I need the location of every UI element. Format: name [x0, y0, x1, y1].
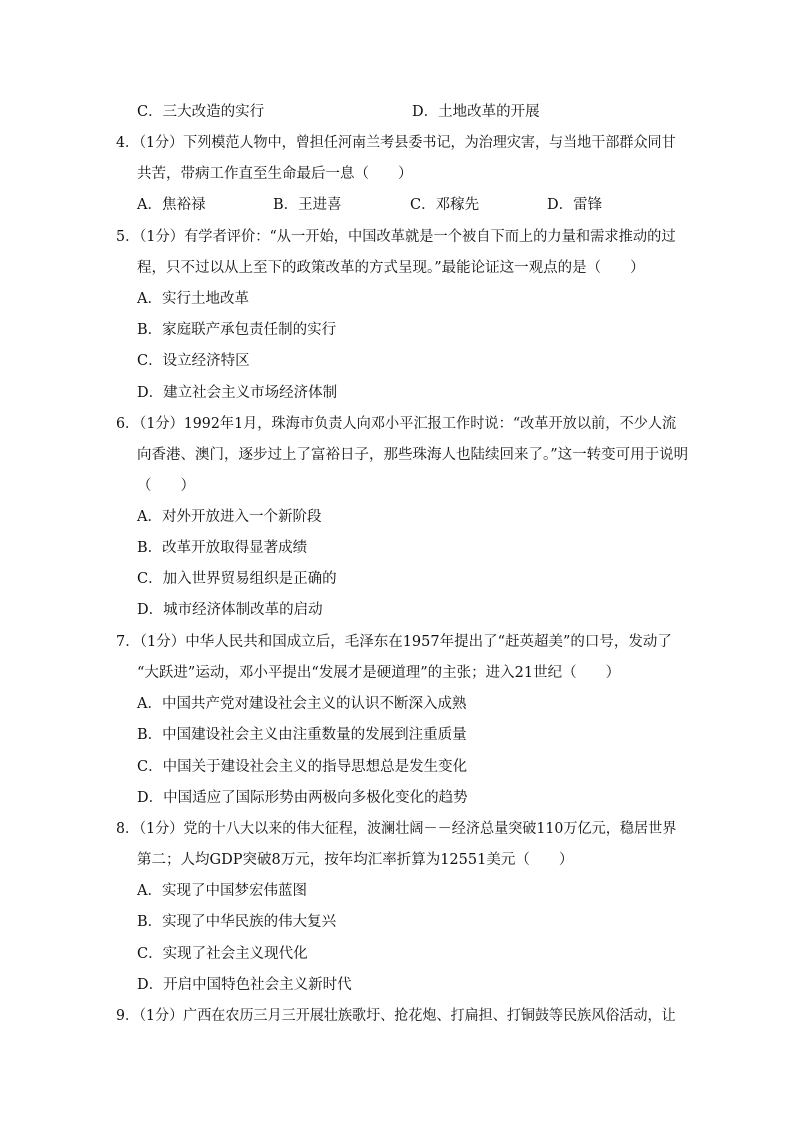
q7-option-b[interactable]: B．中国建设社会主义由注重数量的发展到注重质量 — [137, 727, 467, 743]
q7-option-c[interactable]: C．中国关于建设社会主义的指导思想总是发生变化 — [137, 759, 468, 775]
q7-option-a[interactable]: A．中国共产党对建设社会主义的认识不断深入成熟 — [137, 696, 467, 712]
q4-options-row — [0, 195, 794, 215]
q5-option-b[interactable]: B．家庭联产承包责任制的实行 — [137, 322, 337, 338]
q7-option-d[interactable]: D．中国适应了国际形势由两极向多极化变化的趋势 — [137, 790, 468, 806]
q8-option-c[interactable]: C．实现了社会主义现代化 — [137, 946, 308, 962]
q3-options-row — [0, 102, 794, 122]
q4-option-a[interactable]: A．焦裕禄 — [137, 197, 206, 213]
q5-option-c[interactable]: C．设立经济特区 — [137, 353, 250, 369]
q4-stem-line2: 共苦，带病工作直至生命最后一息（ ） — [137, 166, 413, 182]
q3-option-c[interactable]: C．三大改造的实行 — [137, 104, 265, 120]
q6-stem-line3: （ ） — [137, 478, 195, 494]
q4-option-c[interactable]: C．邓稼先 — [410, 197, 480, 213]
q5-option-d[interactable]: D．建立社会主义市场经济体制 — [137, 385, 338, 401]
q3-option-d[interactable]: D．土地改革的开展 — [412, 104, 540, 120]
q6-option-c[interactable]: C．加入世界贸易组织是正确的 — [137, 571, 337, 587]
q6-stem-line2: 向香港、澳门，逐步过上了富裕日子，那些珠海人也陆续回来了。”这一转变可用于说明 — [137, 447, 689, 463]
q8-stem-line1: 8．（1分）党的十八大以来的伟大征程，波澜壮阔－－经济总量突破110万亿元，稳居世界 — [116, 821, 677, 837]
q7-stem-line1: 7．（1分）中华人民共和国成立后，毛泽东在1957年提出了“赶英超美”的口号，发动了 — [116, 634, 672, 650]
q6-option-d[interactable]: D．城市经济体制改革的启动 — [137, 602, 323, 618]
q4-stem-line1: 4．（1分）下列模范人物中，曾担任河南兰考县委书记，为治理灾害，与当地干部群众同甘 — [116, 135, 676, 151]
q8-stem-line2: 第二；人均GDP突破8万元，按年均汇率折算为12551美元（ ） — [137, 852, 574, 868]
q6-option-b[interactable]: B．改革开放取得显著成绩 — [137, 540, 308, 556]
q8-option-a[interactable]: A．实现了中国梦宏伟蓝图 — [137, 883, 307, 899]
q7-stem-line2: “大跃进”运动，邓小平提出“发展才是硬道理”的主张；进入21世纪（ ） — [137, 665, 621, 681]
q4-option-b[interactable]: B．王进喜 — [273, 197, 342, 213]
q8-option-d[interactable]: D．开启中国特色社会主义新时代 — [137, 977, 352, 993]
q5-option-a[interactable]: A．实行土地改革 — [137, 291, 249, 307]
q4-option-d[interactable]: D．雷锋 — [547, 197, 603, 213]
q6-option-a[interactable]: A．对外开放进入一个新阶段 — [137, 509, 322, 525]
q8-option-b[interactable]: B．实现了中华民族的伟大复兴 — [137, 914, 337, 930]
q6-stem-line1: 6．（1分）1992年1月，珠海市负责人向邓小平汇报工作时说：“改革开放以前，不少人流 — [116, 416, 677, 432]
q5-stem-line2: 程，只不过以从上至下的政策改革的方式呈现。”最能论证这一观点的是（ ） — [137, 260, 645, 276]
q9-stem-line1: 9．（1分）广西在农历三月三开展壮族歌圩、抢花炮、打扁担、打铜鼓等民族风俗活动，让 — [116, 1008, 676, 1024]
q5-stem-line1: 5．（1分）有学者评价：“从一开始，中国改革就是一个被自下而上的力量和需求推动的过 — [116, 229, 676, 245]
